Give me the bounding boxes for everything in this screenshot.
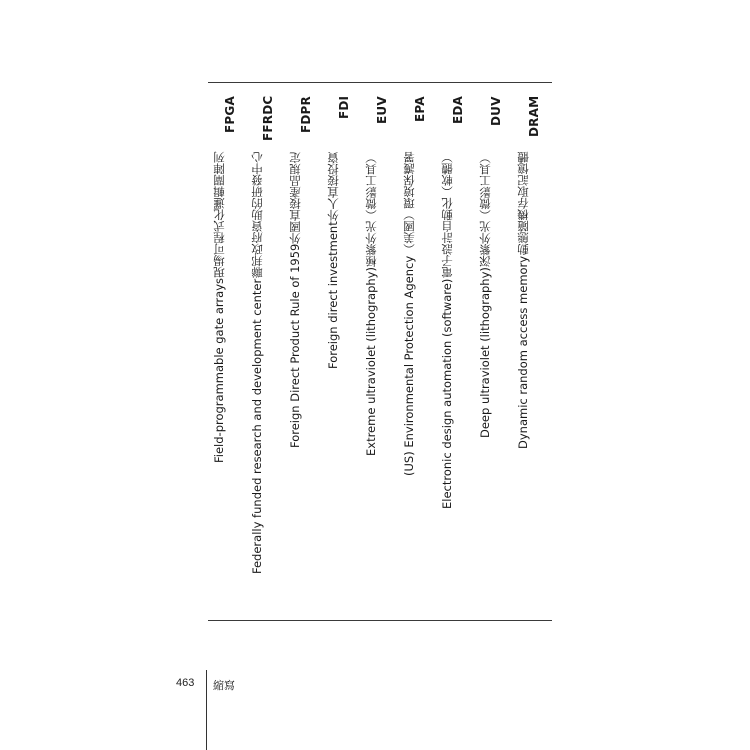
entry-definition	[326, 152, 362, 612]
entry-english: Foreign Direct Product Rule of 1959	[288, 244, 302, 449]
entry-duv	[478, 82, 514, 620]
entry-english: Dynamic random access memory	[516, 255, 530, 449]
abbreviation-list	[208, 82, 552, 620]
entry-abbr: EUV	[375, 96, 389, 124]
entry-definition	[402, 152, 438, 612]
entry-abbr: EPA	[413, 96, 427, 122]
entry-english: Foreign direct investment	[326, 221, 340, 369]
entry-english: Federally funded research and development center	[250, 278, 264, 574]
entry-abbr: DUV	[489, 96, 503, 126]
entry-chinese: 極紫外光（微影工具）	[364, 152, 378, 267]
entry-abbr: FDI	[337, 96, 351, 120]
entry-euv	[364, 82, 400, 620]
entry-chinese: 電子設計自動化（軟體）	[440, 152, 454, 279]
entry-chinese: 現場可程式化邏輯閘陣列	[212, 152, 226, 279]
entry-definition	[516, 152, 552, 612]
entry-chinese: 聯邦政府資助的研發中心	[250, 152, 264, 279]
entry-chinese: 深紫外光（微影工具）	[478, 152, 492, 267]
entry-definition	[212, 152, 248, 612]
entry-fdpr	[288, 82, 324, 620]
entry-definition	[440, 152, 476, 612]
entry-fpga	[212, 82, 248, 620]
footer-divider	[206, 670, 207, 750]
entry-chinese: 外人直接投資	[326, 152, 340, 221]
entry-abbr: EDA	[451, 96, 465, 125]
bottom-rule	[208, 620, 552, 621]
entry-abbr: FDPR	[299, 96, 313, 133]
entry-definition	[250, 152, 286, 612]
entry-chinese: 外國直接產品規定	[288, 152, 302, 244]
entry-abbr: DRAM	[527, 96, 541, 138]
entry-english: Deep ultraviolet (lithography)	[478, 267, 492, 438]
entry-definition	[288, 152, 324, 612]
entry-definition	[364, 152, 400, 612]
entry-chinese: （美國）環境保護署	[402, 152, 416, 256]
entry-english: Electronic design automation (software)	[440, 278, 454, 509]
page-number: 463	[176, 677, 195, 689]
running-footer-title: 縮寫	[213, 679, 235, 692]
entry-definition	[478, 152, 514, 612]
entry-epa	[402, 82, 438, 620]
entry-abbr: FPGA	[223, 96, 237, 133]
entry-english: Field-programmable gate arrays	[212, 278, 226, 464]
entry-chinese: 動態隨機存取記憶體	[516, 152, 530, 256]
entry-english: Extreme ultraviolet (lithography)	[364, 267, 378, 456]
entry-dram	[516, 82, 552, 620]
entry-abbr: FFRDC	[261, 96, 275, 142]
entry-english: (US) Environmental Protection Agency	[402, 255, 416, 476]
entry-eda	[440, 82, 476, 620]
entry-ffrdc	[250, 82, 286, 620]
entry-fdi	[326, 82, 362, 620]
